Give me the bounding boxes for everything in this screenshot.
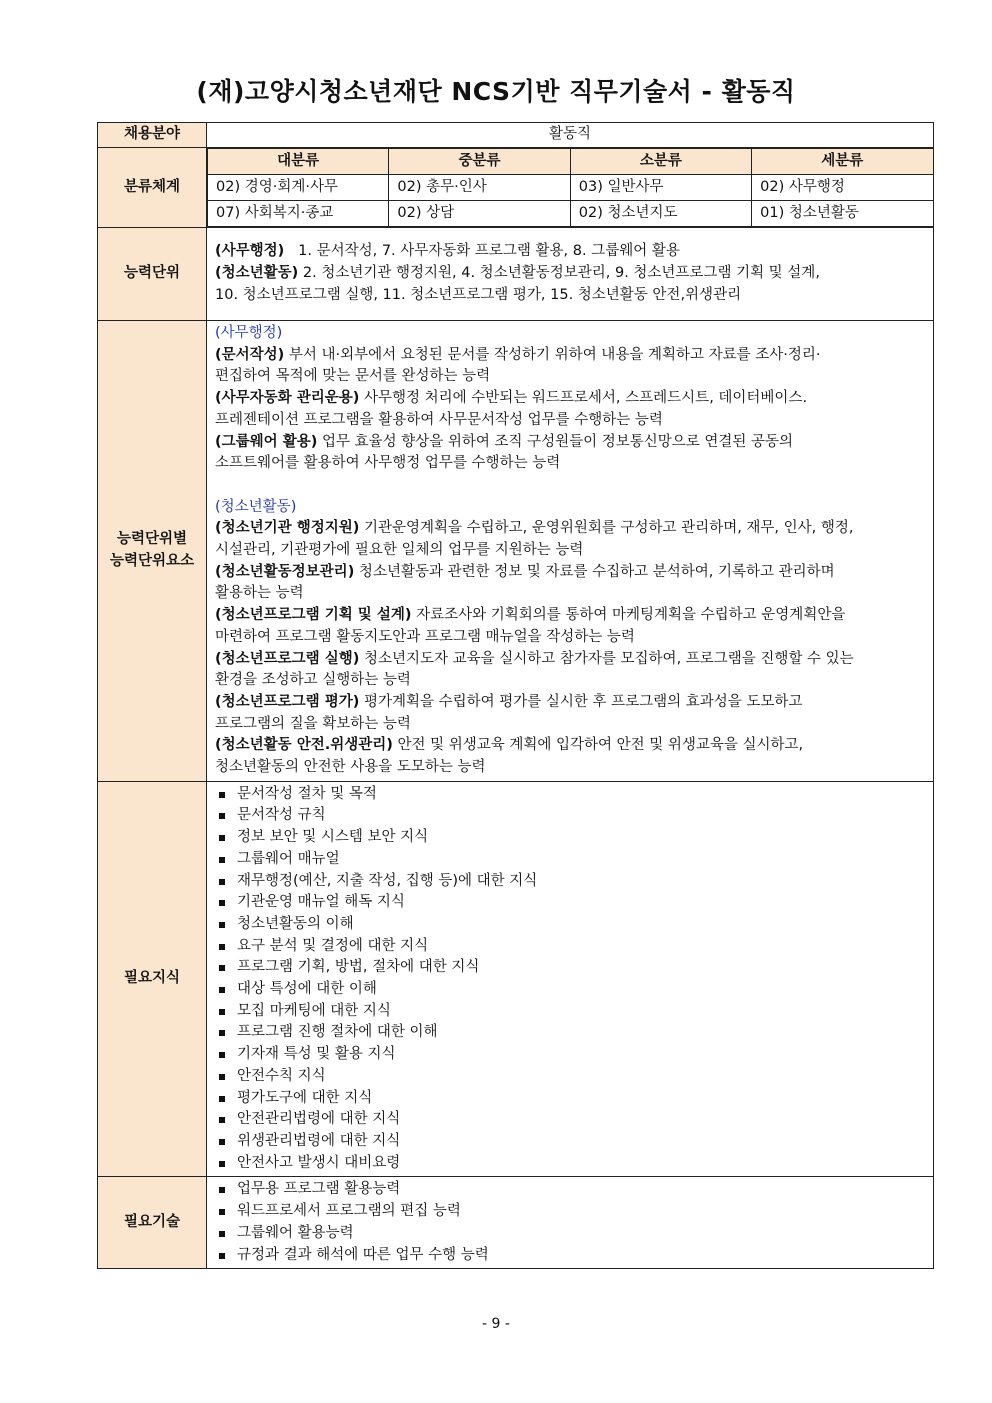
document-title: (재)고양시청소년재단 NCS기반 직무기술서 - 활동직 <box>196 77 796 106</box>
element-item <box>215 605 925 648</box>
class-cell: 02) 청소년지도 <box>570 201 751 227</box>
ability-unit-head: (사무행정) <box>215 243 285 260</box>
ability-unit-text: 1. 문서작성, 7. 사무자동화 프로그램 활용, 8. 그룹웨어 활용 <box>284 243 680 260</box>
element-text: 프로그램의 질을 확보하는 능력 <box>215 715 411 732</box>
class-cell: 02) 상담 <box>389 201 570 227</box>
element-text: 청소년활동과 관련한 정보 및 자료를 수집하고 분석하여, 기록하고 관리하며 <box>354 563 835 580</box>
list-item: 프로그램 기획, 방법, 절차에 대한 지식 <box>215 957 925 979</box>
element-text: 활용하는 능력 <box>215 585 304 602</box>
knowledge-label: 필요지식 <box>98 781 207 1177</box>
element-head: (청소년프로그램 평가) <box>215 693 360 710</box>
element-text: 사무행정 처리에 수반되는 워드프로세서, 스프레드시트, 데이터베이스. <box>359 390 808 407</box>
list-item: 업무용 프로그램 활용능력 <box>215 1179 925 1201</box>
section-title-youth: (청소년활동) <box>215 498 297 515</box>
skills-label: 필요기술 <box>98 1177 207 1269</box>
list-item: 모집 마케팅에 대한 지식 <box>215 1001 925 1023</box>
classification-row-2 <box>208 201 934 227</box>
ability-elements-label-line1: 능력단위별 <box>116 531 188 548</box>
classification-grid <box>207 148 934 227</box>
page-number: - 9 - <box>482 1316 510 1332</box>
element-text: 기관운영계획을 수립하고, 운영위원회를 구성하고 관리하며, 재무, 인사, 행정, <box>359 520 854 537</box>
ability-unit-row <box>98 228 934 321</box>
ability-unit-line <box>215 285 925 307</box>
ability-unit-line <box>215 263 925 285</box>
list-item: 정보 보안 및 시스템 보안 지식 <box>215 827 925 849</box>
element-item <box>215 562 925 605</box>
element-item <box>215 432 925 475</box>
col-header-minor: 소분류 <box>570 149 751 175</box>
list-item: 그룹웨어 활용능력 <box>215 1223 925 1245</box>
class-cell: 02) 경영·회계·사무 <box>208 175 389 201</box>
ability-unit-line <box>215 241 925 263</box>
list-item: 규정과 결과 해석에 따른 업무 수행 능력 <box>215 1245 925 1267</box>
recruit-row <box>98 123 934 148</box>
element-item <box>215 518 925 561</box>
classification-header-row <box>208 149 934 175</box>
element-head: (청소년기관 행정지원) <box>215 520 360 537</box>
element-head: (청소년활동 안전.위생관리) <box>215 737 393 754</box>
element-text: 프레젠테이션 프로그램을 활용하여 사무문서작성 업무를 수행하는 능력 <box>215 411 663 428</box>
list-item: 그룹웨어 매뉴얼 <box>215 849 925 871</box>
ability-elements-row <box>98 321 934 782</box>
classification-row-1 <box>208 175 934 201</box>
class-cell: 02) 총무·인사 <box>389 175 570 201</box>
ability-elements-label <box>98 321 207 782</box>
element-text: 청소년활동의 안전한 사용을 도모하는 능력 <box>215 759 486 776</box>
knowledge-list <box>215 784 925 1175</box>
recruit-value: 활동직 <box>207 123 934 148</box>
job-description-table <box>97 122 934 1269</box>
list-item: 기관운영 매뉴얼 해독 지식 <box>215 892 925 914</box>
classification-grid-cell <box>207 148 934 228</box>
element-head: (청소년프로그램 실행) <box>215 650 360 667</box>
element-text: 평가계획을 수립하여 평가를 실시한 후 프로그램의 효과성을 도모하고 <box>359 693 803 710</box>
element-item <box>215 345 925 388</box>
element-text: 청소년지도자 교육을 실시하고 참가자를 모집하여, 프로그램을 진행할 수 있는 <box>359 650 854 667</box>
knowledge-row <box>98 781 934 1177</box>
list-item: 평가도구에 대한 지식 <box>215 1088 925 1110</box>
element-text: 부서 내·외부에서 요청된 문서를 작성하기 위하여 내용을 계획하고 자료를 조사·정리· <box>284 346 821 363</box>
list-item: 안전수칙 지식 <box>215 1066 925 1088</box>
list-item: 문서작성 규칙 <box>215 805 925 827</box>
skills-list <box>215 1179 925 1266</box>
element-head: (그룹웨어 활용) <box>215 433 318 450</box>
element-text: 자료조사와 기획회의를 통하여 마케팅계획을 수립하고 운영계획안을 <box>411 607 846 624</box>
ability-unit-text: 10. 청소년프로그램 실행, 11. 청소년프로그램 평가, 15. 청소년활동 안전,위생관리 <box>215 286 742 303</box>
ability-unit-label: 능력단위 <box>98 228 207 321</box>
element-text: 소프트웨어를 활용하여 사무행정 업무를 수행하는 능력 <box>215 455 561 472</box>
element-head: (청소년프로그램 기획 및 설계) <box>215 607 412 624</box>
class-cell: 02) 사무행정 <box>752 175 933 201</box>
ability-elements-content <box>207 321 934 782</box>
list-item: 안전사고 발생시 대비요령 <box>215 1153 925 1175</box>
knowledge-content <box>207 781 934 1177</box>
ability-unit-text: 2. 청소년기관 행정지원, 4. 청소년활동정보관리, 9. 청소년프로그램 기획 및 설계, <box>298 265 820 282</box>
list-item: 대상 특성에 대한 이해 <box>215 979 925 1001</box>
skills-row <box>98 1177 934 1269</box>
section-title-office: (사무행정) <box>215 325 283 341</box>
classification-row <box>98 148 934 228</box>
col-header-detail: 세분류 <box>752 149 933 175</box>
element-head: (사무자동화 관리운용) <box>215 390 360 407</box>
element-text: 마련하여 프로그램 활동지도안과 프로그램 매뉴얼을 작성하는 능력 <box>215 628 635 645</box>
element-item <box>215 692 925 735</box>
element-text: 업무 효율성 향상을 위하여 조직 구성원들이 정보통신망으로 연결된 공동의 <box>317 433 794 450</box>
list-item: 위생관리법령에 대한 지식 <box>215 1131 925 1153</box>
ability-elements-label-line2: 능력단위요소 <box>109 552 195 569</box>
list-item: 프로그램 진행 절차에 대한 이해 <box>215 1022 925 1044</box>
class-cell: 07) 사회복지·종교 <box>208 201 389 227</box>
element-item <box>215 388 925 431</box>
class-cell: 01) 청소년활동 <box>752 201 933 227</box>
col-header-middle: 중분류 <box>389 149 570 175</box>
element-text: 시설관리, 기관평가에 필요한 일체의 업무를 지원하는 능력 <box>215 542 584 559</box>
element-text: 환경을 조성하고 실행하는 능력 <box>215 672 411 689</box>
list-item: 요구 분석 및 결정에 대한 지식 <box>215 936 925 958</box>
list-item: 워드프로세서 프로그램의 편집 능력 <box>215 1201 925 1223</box>
list-item: 문서작성 절차 및 목적 <box>215 784 925 806</box>
element-head: (문서작성) <box>215 346 285 363</box>
list-item: 재무행정(예산, 지출 작성, 집행 등)에 대한 지식 <box>215 871 925 893</box>
element-text: 안전 및 위생교육 계획에 입각하여 안전 및 위생교육을 실시하고, <box>392 737 804 754</box>
element-item <box>215 649 925 692</box>
classification-label: 분류체계 <box>98 148 207 228</box>
element-item <box>215 735 925 778</box>
col-header-major: 대분류 <box>208 149 389 175</box>
class-cell: 03) 일반사무 <box>570 175 751 201</box>
ability-unit-content <box>207 228 934 321</box>
element-text: 편집하여 목적에 맞는 문서를 완성하는 능력 <box>215 368 491 385</box>
list-item: 기자재 특성 및 활용 지식 <box>215 1044 925 1066</box>
list-item: 안전관리법령에 대한 지식 <box>215 1109 925 1131</box>
list-item: 청소년활동의 이해 <box>215 914 925 936</box>
spacer <box>215 475 925 497</box>
ability-unit-head: (청소년활동) <box>215 265 299 282</box>
element-head: (청소년활동정보관리) <box>215 563 355 580</box>
recruit-label: 채용분야 <box>98 123 207 148</box>
skills-content <box>207 1177 934 1269</box>
